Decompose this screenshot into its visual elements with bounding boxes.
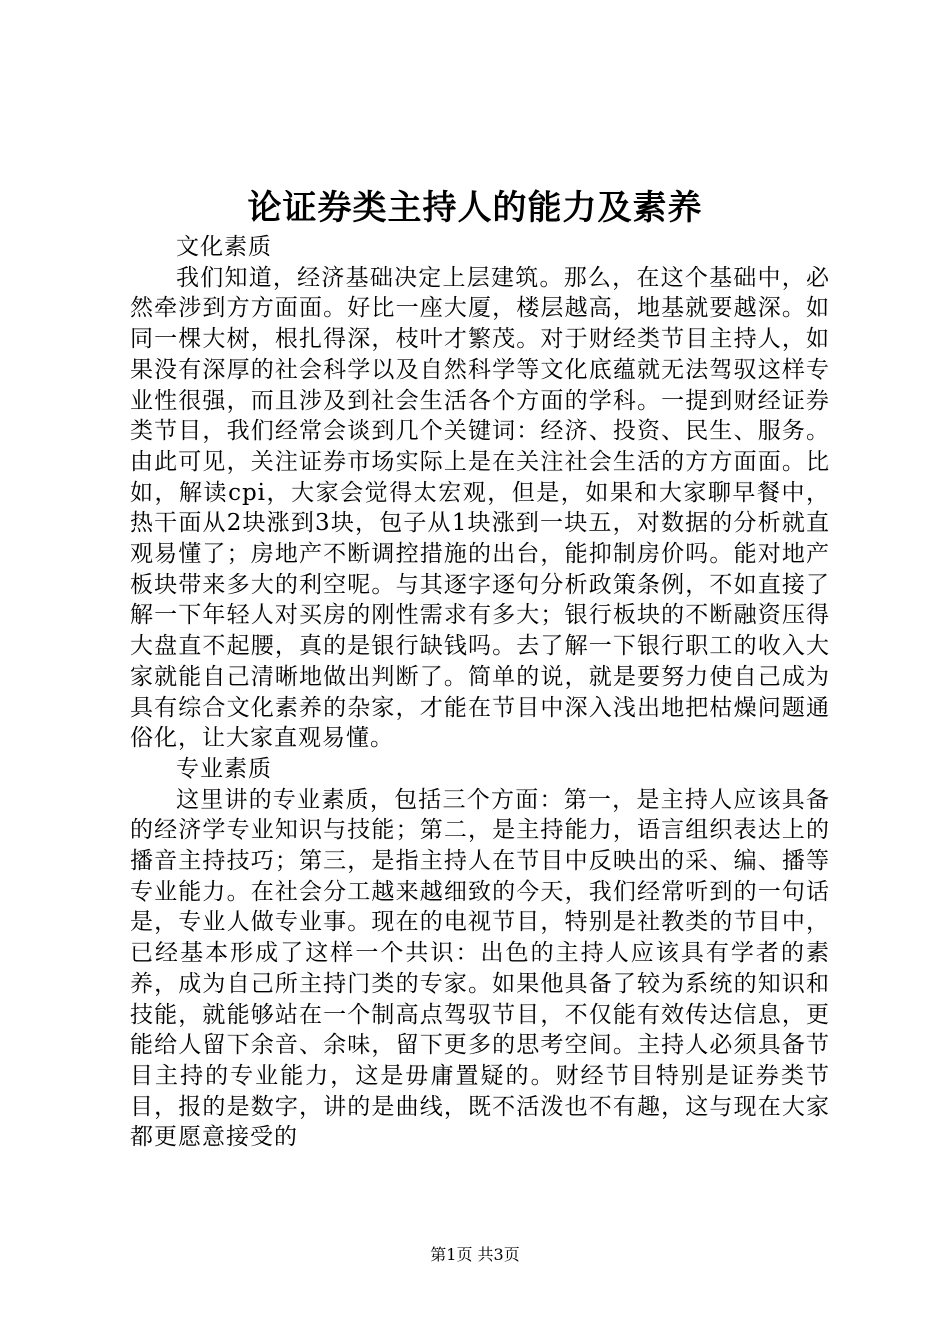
page-footer: 第1页 共3页	[430, 1245, 520, 1264]
section-culture	[130, 232, 830, 754]
section-paragraph: 这里讲的专业素质，包括三个方面：第一，是主持人应该具备的经济学专业知识与技能；第二，是主持能力，语言组织表达上的播音主持技巧；第三，是指主持人在节目中反映出的采、编、播等专业能力。在社会分工越来越细致的今天，我们经常听到的一句话是，专业人做专业事。现在的电视节目，特别是社教类的节目中，已经基本形成了这样一个共识：出色的主持人应该具有学者的素养，成为自己所主持门类的专家。如果他具备了较为系统的知识和技能，就能够站在一个制高点驾驭节目，不仅能有效传达信息，更能给人留下余音、余味，留下更多的思考空间。主持人必须具备节目主持的专业能力，这是毋庸置疑的。财经节目特别是证券类节目，报的是数字，讲的是曲线，既不活泼也不有趣，这与现在大家都更愿意接受的	[130, 786, 830, 1151]
document-body	[130, 232, 830, 1153]
section-paragraph: 我们知道，经济基础决定上层建筑。那么，在这个基础中，必然牵涉到方方面面。好比一座大厦，楼层越高，地基就要越深。如同一棵大树，根扎得深，枝叶才繁茂。对于财经类节目主持人，如果没有深厚的社会科学以及自然科学等文化底蕴就无法驾驭这样专业性很强，而且涉及到社会生活各个方面的学科。一提到财经证券类节目，我们经常会谈到几个关键词：经济、投资、民生、服务。由此可见，关注证券市场实际上是在关注社会生活的方方面面。比如，解读cpi，大家会觉得太宏观，但是，如果和大家聊早餐中，热干面从2块涨到3块，包子从1块涨到一块五，对数据的分析就直观易懂了；房地产不断调控措施的出台，能抑制房价吗。能对地产板块带来多大的利空呢。与其逐字逐句分析政策条例，不如直接了解一下年轻人对买房的刚性需求有多大；银行板块的不断融资压得大盘直不起腰，真的是银行缺钱吗。去了解一下银行职工的收入大家就能自己清晰地做出判断了。简单的说，就是要努力使自己成为具有综合文化素养的杂家，才能在节目中深入浅出地把枯燥问题通俗化，让大家直观易懂。	[130, 264, 830, 752]
document-title: 论证券类主持人的能力及素养	[247, 188, 703, 228]
section-professional	[130, 754, 830, 1153]
section-heading: 专业素质	[176, 755, 272, 782]
section-heading: 文化素质	[176, 234, 272, 260]
